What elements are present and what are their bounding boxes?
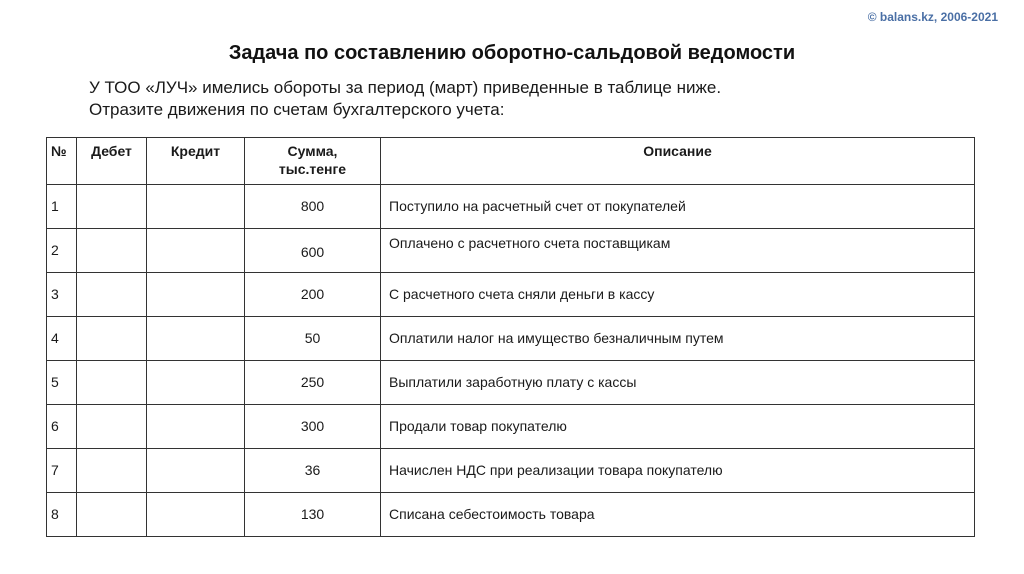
row-description: Списана себестоимость товара	[381, 493, 975, 537]
header-description: Описание	[381, 138, 975, 185]
row-number: 5	[47, 361, 77, 405]
row-debit	[77, 185, 147, 229]
row-sum: 300	[245, 405, 381, 449]
row-debit	[77, 449, 147, 493]
task-description-line-2: Отразите движения по счетам бухгалтерского учета:	[89, 100, 505, 119]
table-row	[47, 361, 975, 405]
header-sum-line-2: тыс.тенге	[278, 161, 347, 177]
row-debit	[77, 317, 147, 361]
page-title: Задача по составлению оборотно-сальдовой ведомости	[228, 42, 796, 64]
row-description: Начислен НДС при реализации товара покупателю	[381, 449, 975, 493]
table-row	[47, 449, 975, 493]
header-credit: Кредит	[147, 138, 245, 185]
table-row	[47, 405, 975, 449]
header-sum-line-1: Сумма,	[287, 143, 338, 159]
row-sum: 50	[245, 317, 381, 361]
task-description	[89, 77, 721, 121]
row-sum: 200	[245, 273, 381, 317]
row-number: 2	[47, 229, 77, 273]
row-debit	[77, 273, 147, 317]
row-credit	[147, 361, 245, 405]
row-description: Поступило на расчетный счет от покупателей	[381, 185, 975, 229]
task-description-line-1: У ТОО «ЛУЧ» имелись обороты за период (март) приведенные в таблице ниже.	[89, 78, 722, 97]
row-credit	[147, 185, 245, 229]
turnover-table	[46, 137, 975, 537]
row-sum: 250	[245, 361, 381, 405]
row-debit	[77, 361, 147, 405]
row-credit	[147, 317, 245, 361]
row-credit	[147, 229, 245, 273]
row-debit	[77, 229, 147, 273]
copyright-notice: © balans.kz, 2006-2021	[867, 10, 998, 24]
row-credit	[147, 493, 245, 537]
row-description: Оплатили налог на имущество безналичным путем	[381, 317, 975, 361]
row-credit	[147, 449, 245, 493]
row-sum: 36	[245, 449, 381, 493]
table-row	[47, 229, 975, 273]
row-sum: 600	[245, 229, 381, 273]
header-debit: Дебет	[77, 138, 147, 185]
row-description: Продали товар покупателю	[381, 405, 975, 449]
header-number: №	[47, 138, 77, 185]
row-description: Выплатили заработную плату с кассы	[381, 361, 975, 405]
row-number: 6	[47, 405, 77, 449]
row-number: 7	[47, 449, 77, 493]
header-sum	[245, 138, 381, 185]
table-row	[47, 317, 975, 361]
row-number: 1	[47, 185, 77, 229]
row-number: 3	[47, 273, 77, 317]
row-credit	[147, 273, 245, 317]
row-credit	[147, 405, 245, 449]
table-row	[47, 185, 975, 229]
row-description: С расчетного счета сняли деньги в кассу	[381, 273, 975, 317]
row-debit	[77, 405, 147, 449]
table-row	[47, 493, 975, 537]
table-header-row	[47, 138, 975, 185]
row-debit	[77, 493, 147, 537]
row-number: 4	[47, 317, 77, 361]
table-row	[47, 273, 975, 317]
row-number: 8	[47, 493, 77, 537]
row-description: Оплачено с расчетного счета поставщикам	[381, 229, 975, 273]
row-sum: 130	[245, 493, 381, 537]
row-sum: 800	[245, 185, 381, 229]
